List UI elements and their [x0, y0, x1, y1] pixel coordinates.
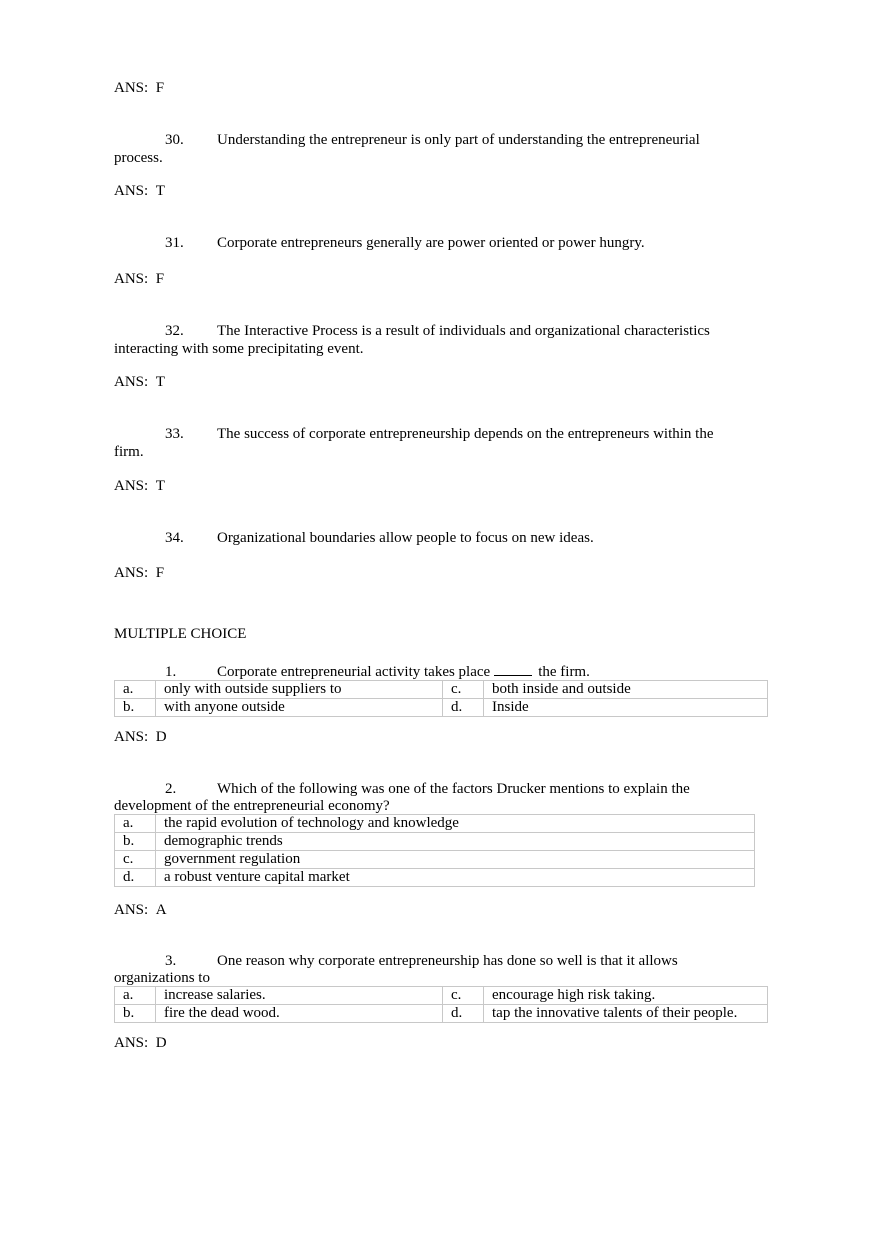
ans-value: T [155, 478, 165, 494]
ans-value: T [155, 183, 165, 199]
ans-label: ANS: [114, 271, 149, 287]
options-row [115, 869, 755, 887]
option-text: demographic trends [156, 833, 755, 851]
option-letter: a. [115, 681, 156, 699]
answer-line [114, 182, 165, 200]
question-text: The Interactive Process is a result of individuals and organizational characteristics [217, 323, 710, 339]
answer-line [114, 477, 165, 495]
option-letter: b. [115, 833, 156, 851]
question-number: 3. [165, 953, 177, 969]
option-text: encourage high risk taking. [484, 987, 768, 1005]
answer-line [114, 1034, 167, 1052]
options-row [115, 1005, 768, 1023]
option-text: only with outside suppliers to [156, 681, 443, 699]
ans-value: F [155, 565, 165, 581]
answer-line [114, 79, 164, 97]
ans-value: F [155, 80, 165, 96]
ans-value: D [155, 1035, 167, 1051]
ans-value: F [155, 271, 165, 287]
question-number: 34. [165, 530, 184, 546]
option-text: Inside [484, 699, 768, 717]
question-text-before-blank: Corporate entrepreneurial activity takes place [217, 664, 491, 680]
options-row [115, 987, 768, 1005]
option-letter: a. [115, 987, 156, 1005]
option-text: fire the dead wood. [156, 1005, 443, 1023]
ans-label: ANS: [114, 374, 149, 390]
option-text: increase salaries. [156, 987, 443, 1005]
options-table [114, 680, 768, 717]
options-table [114, 814, 755, 887]
ans-label: ANS: [114, 478, 149, 494]
question-text: Organizational boundaries allow people to focus on new ideas. [217, 530, 594, 546]
answer-line [114, 564, 164, 582]
answer-line [114, 901, 167, 919]
ans-label: ANS: [114, 183, 149, 199]
ans-label: ANS: [114, 1035, 149, 1051]
options-row [115, 833, 755, 851]
question-number: 2. [165, 781, 177, 797]
question-text: Understanding the entrepreneur is only part of understanding the entrepreneurial [217, 132, 700, 148]
option-letter: c. [115, 851, 156, 869]
question-number: 30. [165, 132, 184, 148]
question-text: Corporate entrepreneurs generally are power oriented or power hungry. [217, 235, 645, 251]
ans-value: T [155, 374, 165, 390]
question-number: 31. [165, 235, 184, 251]
question-text-continued: organizations to [114, 970, 210, 986]
option-letter: b. [115, 699, 156, 717]
question-text-continued: process. [114, 150, 163, 166]
options-table [114, 986, 768, 1023]
ans-label: ANS: [114, 80, 149, 96]
question-text-continued: interacting with some precipitating event. [114, 341, 364, 357]
question-text [217, 663, 590, 681]
ans-value: D [155, 729, 167, 745]
option-letter: b. [115, 1005, 156, 1023]
option-text: tap the innovative talents of their people. [484, 1005, 768, 1023]
question-text-after-blank: the firm. [538, 664, 590, 680]
option-letter: c. [443, 987, 484, 1005]
question-number: 32. [165, 323, 184, 339]
ans-label: ANS: [114, 565, 149, 581]
question-text: The success of corporate entrepreneurship depends on the entrepreneurs within the [217, 426, 714, 442]
option-text: government regulation [156, 851, 755, 869]
answer-blank [494, 663, 532, 676]
section-heading: MULTIPLE CHOICE [114, 626, 247, 642]
option-text: both inside and outside [484, 681, 768, 699]
option-text: with anyone outside [156, 699, 443, 717]
question-text: Which of the following was one of the factors Drucker mentions to explain the [217, 781, 690, 797]
question-number: 33. [165, 426, 184, 442]
option-text: the rapid evolution of technology and knowledge [156, 815, 755, 833]
answer-line [114, 270, 164, 288]
option-letter: d. [443, 1005, 484, 1023]
options-row [115, 681, 768, 699]
option-letter: a. [115, 815, 156, 833]
question-text: One reason why corporate entrepreneurship has done so well is that it allows [217, 953, 678, 969]
options-row [115, 851, 755, 869]
option-text: a robust venture capital market [156, 869, 755, 887]
option-letter: c. [443, 681, 484, 699]
answer-line [114, 728, 167, 746]
options-row [115, 699, 768, 717]
option-letter: d. [443, 699, 484, 717]
ans-label: ANS: [114, 729, 149, 745]
answer-line [114, 373, 165, 391]
ans-value: A [155, 902, 167, 918]
option-letter: d. [115, 869, 156, 887]
question-text-continued: firm. [114, 444, 144, 460]
options-row [115, 815, 755, 833]
question-text-continued: development of the entrepreneurial economy? [114, 798, 390, 814]
ans-label: ANS: [114, 902, 149, 918]
question-number: 1. [165, 664, 177, 680]
